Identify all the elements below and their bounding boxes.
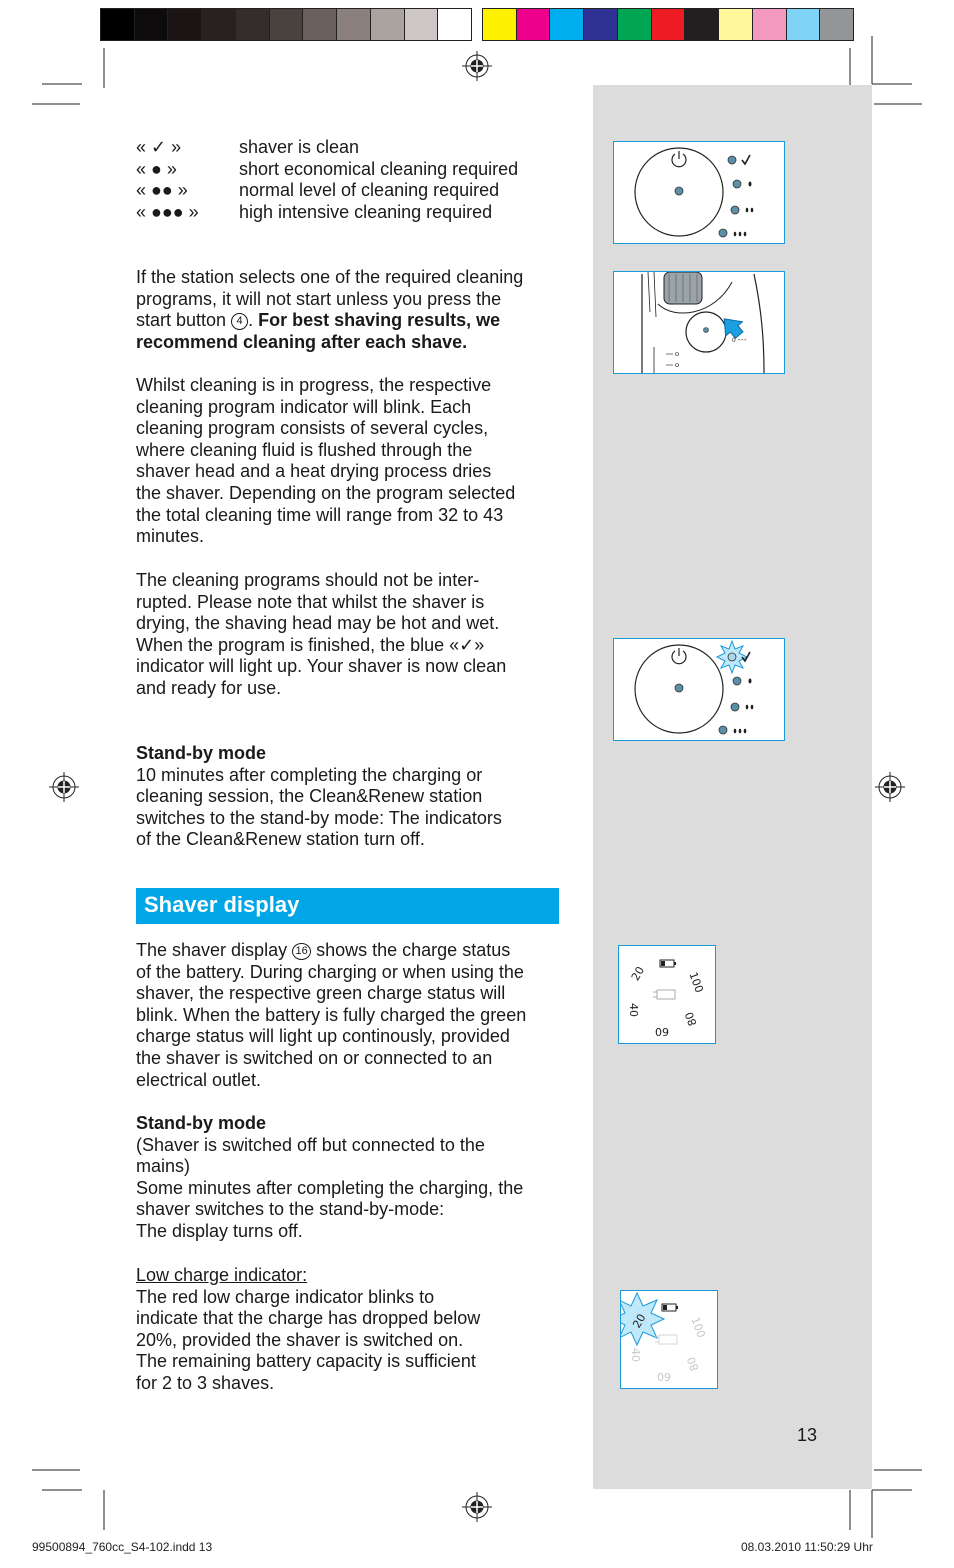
text-line: electrical outlet. (136, 1069, 262, 1090)
text-line: cleaning program indicator will blink. Each (136, 396, 472, 417)
battery-icon (660, 960, 676, 967)
text-line: If the station selects one of the required cleaning (136, 267, 524, 287)
color-swatch (337, 9, 371, 40)
drops-icon (746, 705, 754, 710)
text-line: switches to the stand-by mode: The indicators (136, 807, 502, 828)
text-line: and ready for use. (136, 677, 282, 698)
legend-label: normal level of cleaning required (239, 180, 500, 200)
charge-label-20: 20 (628, 964, 648, 983)
color-swatch (820, 9, 853, 40)
legend-symbol: « ● » (136, 159, 177, 179)
legend-label: short economical cleaning required (239, 159, 519, 179)
text-line (136, 310, 566, 332)
text-line: (Shaver is switched off but connected to the (136, 1134, 485, 1155)
plug-icon (655, 1335, 677, 1344)
text-line: Whilst cleaning is in progress, the respective (136, 375, 492, 395)
text-line: blink. When the battery is fully charged the green (136, 1004, 527, 1025)
color-swatch (202, 9, 236, 40)
text-span: The shaver display (136, 940, 288, 960)
text-line: 20%, provided the shaver is switched on. (136, 1329, 464, 1350)
text-line: When the program is finished, the blue «✓» (136, 634, 485, 655)
charge-label-60: 60 (657, 1370, 671, 1383)
bold-text: For best shaving results, we (258, 310, 501, 331)
text-line: of the Clean&Renew station turn off. (136, 829, 425, 850)
shaver-display-panel (618, 945, 716, 1044)
low-charge-display-illustration (621, 1291, 717, 1388)
charge-label-60: 60 (655, 1025, 669, 1038)
color-swatch (483, 9, 517, 40)
standby-shaver-section (136, 1113, 566, 1243)
text-line: indicate that the charge has dropped below (136, 1308, 481, 1329)
text-line: mains) (136, 1156, 191, 1177)
station-indicator-illustration (614, 142, 784, 243)
plug-icon (653, 990, 675, 999)
station-indicator-panel (613, 141, 785, 244)
station-start-button-panel (613, 271, 785, 374)
color-swatch (371, 9, 405, 40)
station-indicator-illustration (614, 639, 784, 740)
circled-number: 4 (231, 313, 248, 330)
legend-row (136, 202, 493, 224)
text-line (136, 940, 566, 962)
legend-symbol: « ●● » (136, 180, 188, 200)
text-line: for 2 to 3 shaves. (136, 1372, 275, 1393)
legend-row (136, 137, 360, 159)
text-line: The cleaning programs should not be inter- (136, 570, 480, 590)
text-line: 10 minutes after completing the charging or (136, 764, 483, 785)
text-span: . (248, 310, 259, 331)
text-span: shows the charge status (316, 940, 511, 960)
tiny-label: 0 ⁃⁃⁃ (732, 337, 747, 344)
drop-icon (749, 679, 752, 684)
color-swatch (787, 9, 821, 40)
color-swatch (584, 9, 618, 40)
subheading-underlined: Low charge indicator: (136, 1265, 308, 1285)
subheading: Stand-by mode (136, 1113, 267, 1133)
color-swatch (438, 9, 471, 40)
color-swatch (236, 9, 270, 40)
station-clean-indicator-panel (613, 638, 785, 741)
text-line: the shaver is switched on or connected to an (136, 1047, 493, 1068)
bold-text: recommend cleaning after each shave. (136, 331, 468, 352)
text-line: drying, the shaving head may be hot and wet. (136, 613, 500, 634)
text-line: the total cleaning time will range from 32 to 43 (136, 504, 504, 525)
charge-label-40: 40 (629, 1348, 642, 1362)
legend-label: shaver is clean (239, 137, 360, 157)
text-line: charge status will light up continously, provided (136, 1026, 510, 1047)
legend-label: high intensive cleaning required (239, 202, 493, 222)
text-line: shaver head and a heat drying process dries (136, 461, 492, 482)
paragraph-interruption (136, 570, 566, 700)
text-line: The red low charge indicator blinks to (136, 1286, 435, 1307)
station-illustration (614, 272, 784, 373)
color-swatch (685, 9, 719, 40)
legend-symbol: « ●●● » (136, 202, 199, 222)
legend-row (136, 159, 519, 181)
legend-row (136, 180, 500, 202)
text-line: cleaning session, the Clean&Renew station (136, 786, 483, 807)
color-swatch (303, 9, 337, 40)
drops-icon (734, 729, 747, 734)
text-line: shaver, the respective green charge status will (136, 983, 506, 1004)
color-swatch (101, 9, 135, 40)
color-calibration-bar-color (482, 8, 854, 41)
standby-station-section (136, 743, 566, 851)
color-swatch (168, 9, 202, 40)
charge-label-100: 100 (688, 1315, 708, 1340)
footer-file-info: 99500894_760cc_S4-102.indd 13 (32, 1540, 213, 1554)
color-swatch (652, 9, 686, 40)
section-heading-bar (136, 888, 559, 924)
checkmark-icon (742, 155, 750, 164)
subheading: Stand-by mode (136, 743, 267, 763)
footer-timestamp: 08.03.2010 11:50:29 Uhr (741, 1540, 873, 1554)
shaver-display-illustration (619, 946, 715, 1043)
color-swatch (270, 9, 304, 40)
text-line: cleaning program consists of several cycles, (136, 418, 489, 439)
low-charge-display-panel (620, 1290, 718, 1389)
text-span: start button (136, 310, 227, 331)
text-line: where cleaning fluid is flushed through the (136, 439, 473, 460)
text-line: the shaver. Depending on the program selected (136, 482, 516, 503)
charge-label-20: 20 (630, 1311, 649, 1331)
drops-icon (734, 232, 747, 237)
legend-symbol: « ✓ » (136, 137, 182, 157)
color-swatch (550, 9, 584, 40)
drops-icon (746, 208, 754, 213)
paragraph-start-button (136, 267, 566, 353)
charge-label-40: 40 (627, 1003, 640, 1017)
color-swatch (753, 9, 787, 40)
color-swatch (405, 9, 439, 40)
charge-label-100: 100 (686, 970, 706, 995)
text-line: minutes. (136, 526, 205, 547)
low-charge-section (136, 1265, 566, 1395)
color-swatch (517, 9, 551, 40)
text-line: The display turns off. (136, 1220, 303, 1241)
battery-icon (662, 1304, 678, 1311)
circled-number: 16 (292, 943, 311, 960)
page-number: 13 (797, 1425, 818, 1445)
text-line: indicator will light up. Your shaver is now clean (136, 656, 507, 677)
color-calibration-bar-grey (100, 8, 472, 41)
text-line: of the battery. During charging or when using the (136, 961, 524, 982)
section-heading: Shaver display (144, 892, 300, 917)
drop-icon (749, 182, 752, 187)
text-line: The remaining battery capacity is sufficient (136, 1351, 476, 1372)
text-line: rupted. Please note that whilst the shaver is (136, 591, 485, 612)
text-line: programs, it will not start unless you press the (136, 288, 502, 309)
paragraph-cleaning-progress (136, 375, 566, 548)
color-swatch (618, 9, 652, 40)
charge-label-80: 80 (682, 1010, 700, 1028)
text-line: Some minutes after completing the charging, the (136, 1177, 524, 1198)
text-line: shaver switches to the stand-by-mode: (136, 1199, 445, 1220)
charge-label-80: 80 (684, 1355, 702, 1373)
paragraph-shaver-display (136, 940, 566, 1091)
color-swatch (135, 9, 169, 40)
color-swatch (719, 9, 753, 40)
